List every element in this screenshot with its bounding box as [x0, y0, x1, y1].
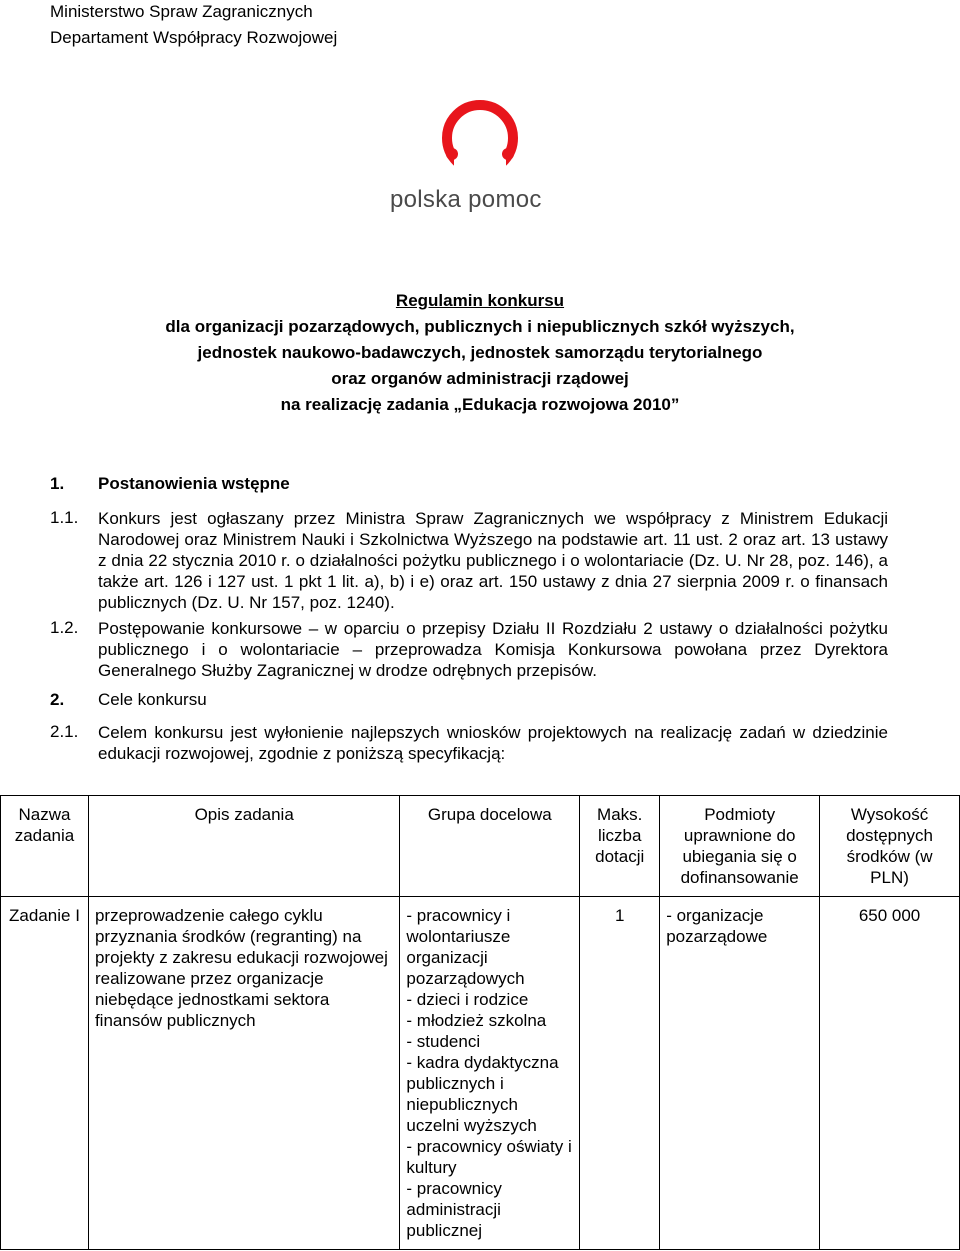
table-row: [1, 897, 960, 1250]
para-1-1-text: Konkurs jest ogłaszany przez Ministra Spraw Zagranicznych we współpracy z Ministrem Edukacji Narodowej oraz Ministrem Nauki i Szkolnictwa Wyższego na podstawie art. 11 ust. 2 oraz art. 13 ustawy z dnia 22 stycznia 2010 r. o działalności pożytku publicznego i o wolontariacie (Dz. U. Nr 28, poz. 146), a także art. 126 i 127 ust. 1 pkt 1 lit. a), b) i e) oraz art. 150 ustawy z dnia 27 sierpnia 2009 r. o finansach publicznych (Dz. U. Nr 157, poz. 1240).: [98, 509, 888, 612]
col-header-description: Opis zadania: [88, 796, 399, 897]
logo-dot-right-icon: [502, 148, 514, 160]
target-item: - studenci: [406, 1032, 481, 1051]
section1-heading: Postanowienia wstępne: [98, 474, 290, 493]
para-1-2-number: 1.2.: [50, 618, 79, 637]
ministry-name: Ministerstwo Spraw Zagranicznych: [50, 2, 313, 21]
cell-eligible: - organizacje pozarządowe: [660, 897, 820, 1250]
para-2-1-number: 2.1.: [50, 722, 79, 741]
doc-title-line2: dla organizacji pozarządowych, publicznych i niepublicznych szkół wyższych,: [165, 317, 795, 336]
section1-number: 1.: [50, 474, 65, 493]
col-header-funds: Wysokość dostępnych środków (w PLN): [820, 796, 960, 897]
para-1-2-text: Postępowanie konkursowe – w oparciu o przepisy Działu II Rozdziału 2 ustawy o działalności pożytku publicznego i o wolontariacie – przeprowadza Komisja Konkursowa powołana przez Dyrektora Generalnego Służby Zagranicznej w drodze odrębnych przepisów.: [98, 619, 888, 680]
doc-title: [0, 288, 960, 314]
doc-title-line3: jednostek naukowo-badawczych, jednostek samorządu terytorialnego: [197, 343, 763, 362]
department-name: Departament Współpracy Rozwojowej: [50, 28, 338, 47]
para-2-1-text: Celem konkursu jest wyłonienie najlepszych wniosków projektowych na realizację zadań w dziedzinie edukacji rozwojowej, zgodnie z poniższą specyfikacją:: [98, 723, 888, 763]
target-item: - kadra dydaktyczna publicznych i niepublicznych uczelni wyższych: [406, 1053, 559, 1135]
para-1-1-number: 1.1.: [50, 508, 79, 527]
target-item: - pracownicy administracji publicznej: [406, 1179, 502, 1240]
col-header-max-grants: Maks. liczba dotacji: [580, 796, 660, 897]
cell-description: przeprowadzenie całego cyklu przyznania środków (regranting) na projekty z zakresu edukacji rozwojowej realizowane przez organizacje niebędące jednostkami sektora finansów publicznych: [88, 897, 399, 1250]
target-item: - młodzież szkolna: [406, 1011, 547, 1030]
target-item: - pracownicy oświaty i kultury: [406, 1137, 572, 1177]
col-header-eligible: Podmioty uprawnione do ubiegania się o dofinansowanie: [660, 796, 820, 897]
logo-text: polska pomoc: [390, 186, 542, 213]
section2-number: 2.: [50, 690, 65, 709]
doc-title-main: Regulamin konkursu: [395, 291, 565, 310]
col-header-target-group: Grupa docelowa: [400, 796, 580, 897]
doc-title-line4: oraz organów administracji rządowej: [331, 369, 629, 388]
logo-dot-left-icon: [446, 148, 458, 160]
cell-max-grants: 1: [580, 897, 660, 1250]
target-item: - dzieci i rodzice: [406, 990, 529, 1009]
section2-heading: Cele konkursu: [98, 690, 207, 709]
cell-task-name: Zadanie I: [1, 897, 89, 1250]
cell-target-group: [400, 897, 580, 1250]
cell-funds: 650 000: [820, 897, 960, 1250]
col-header-task-name: Nazwa zadania: [1, 796, 89, 897]
table-header-row: [1, 796, 960, 897]
task-spec-table: [0, 795, 960, 1250]
target-item: - pracownicy i wolontariusze organizacji pozarządowych: [406, 906, 525, 988]
doc-title-line5: na realizację zadania „Edukacja rozwojowa 2010”: [280, 395, 680, 414]
